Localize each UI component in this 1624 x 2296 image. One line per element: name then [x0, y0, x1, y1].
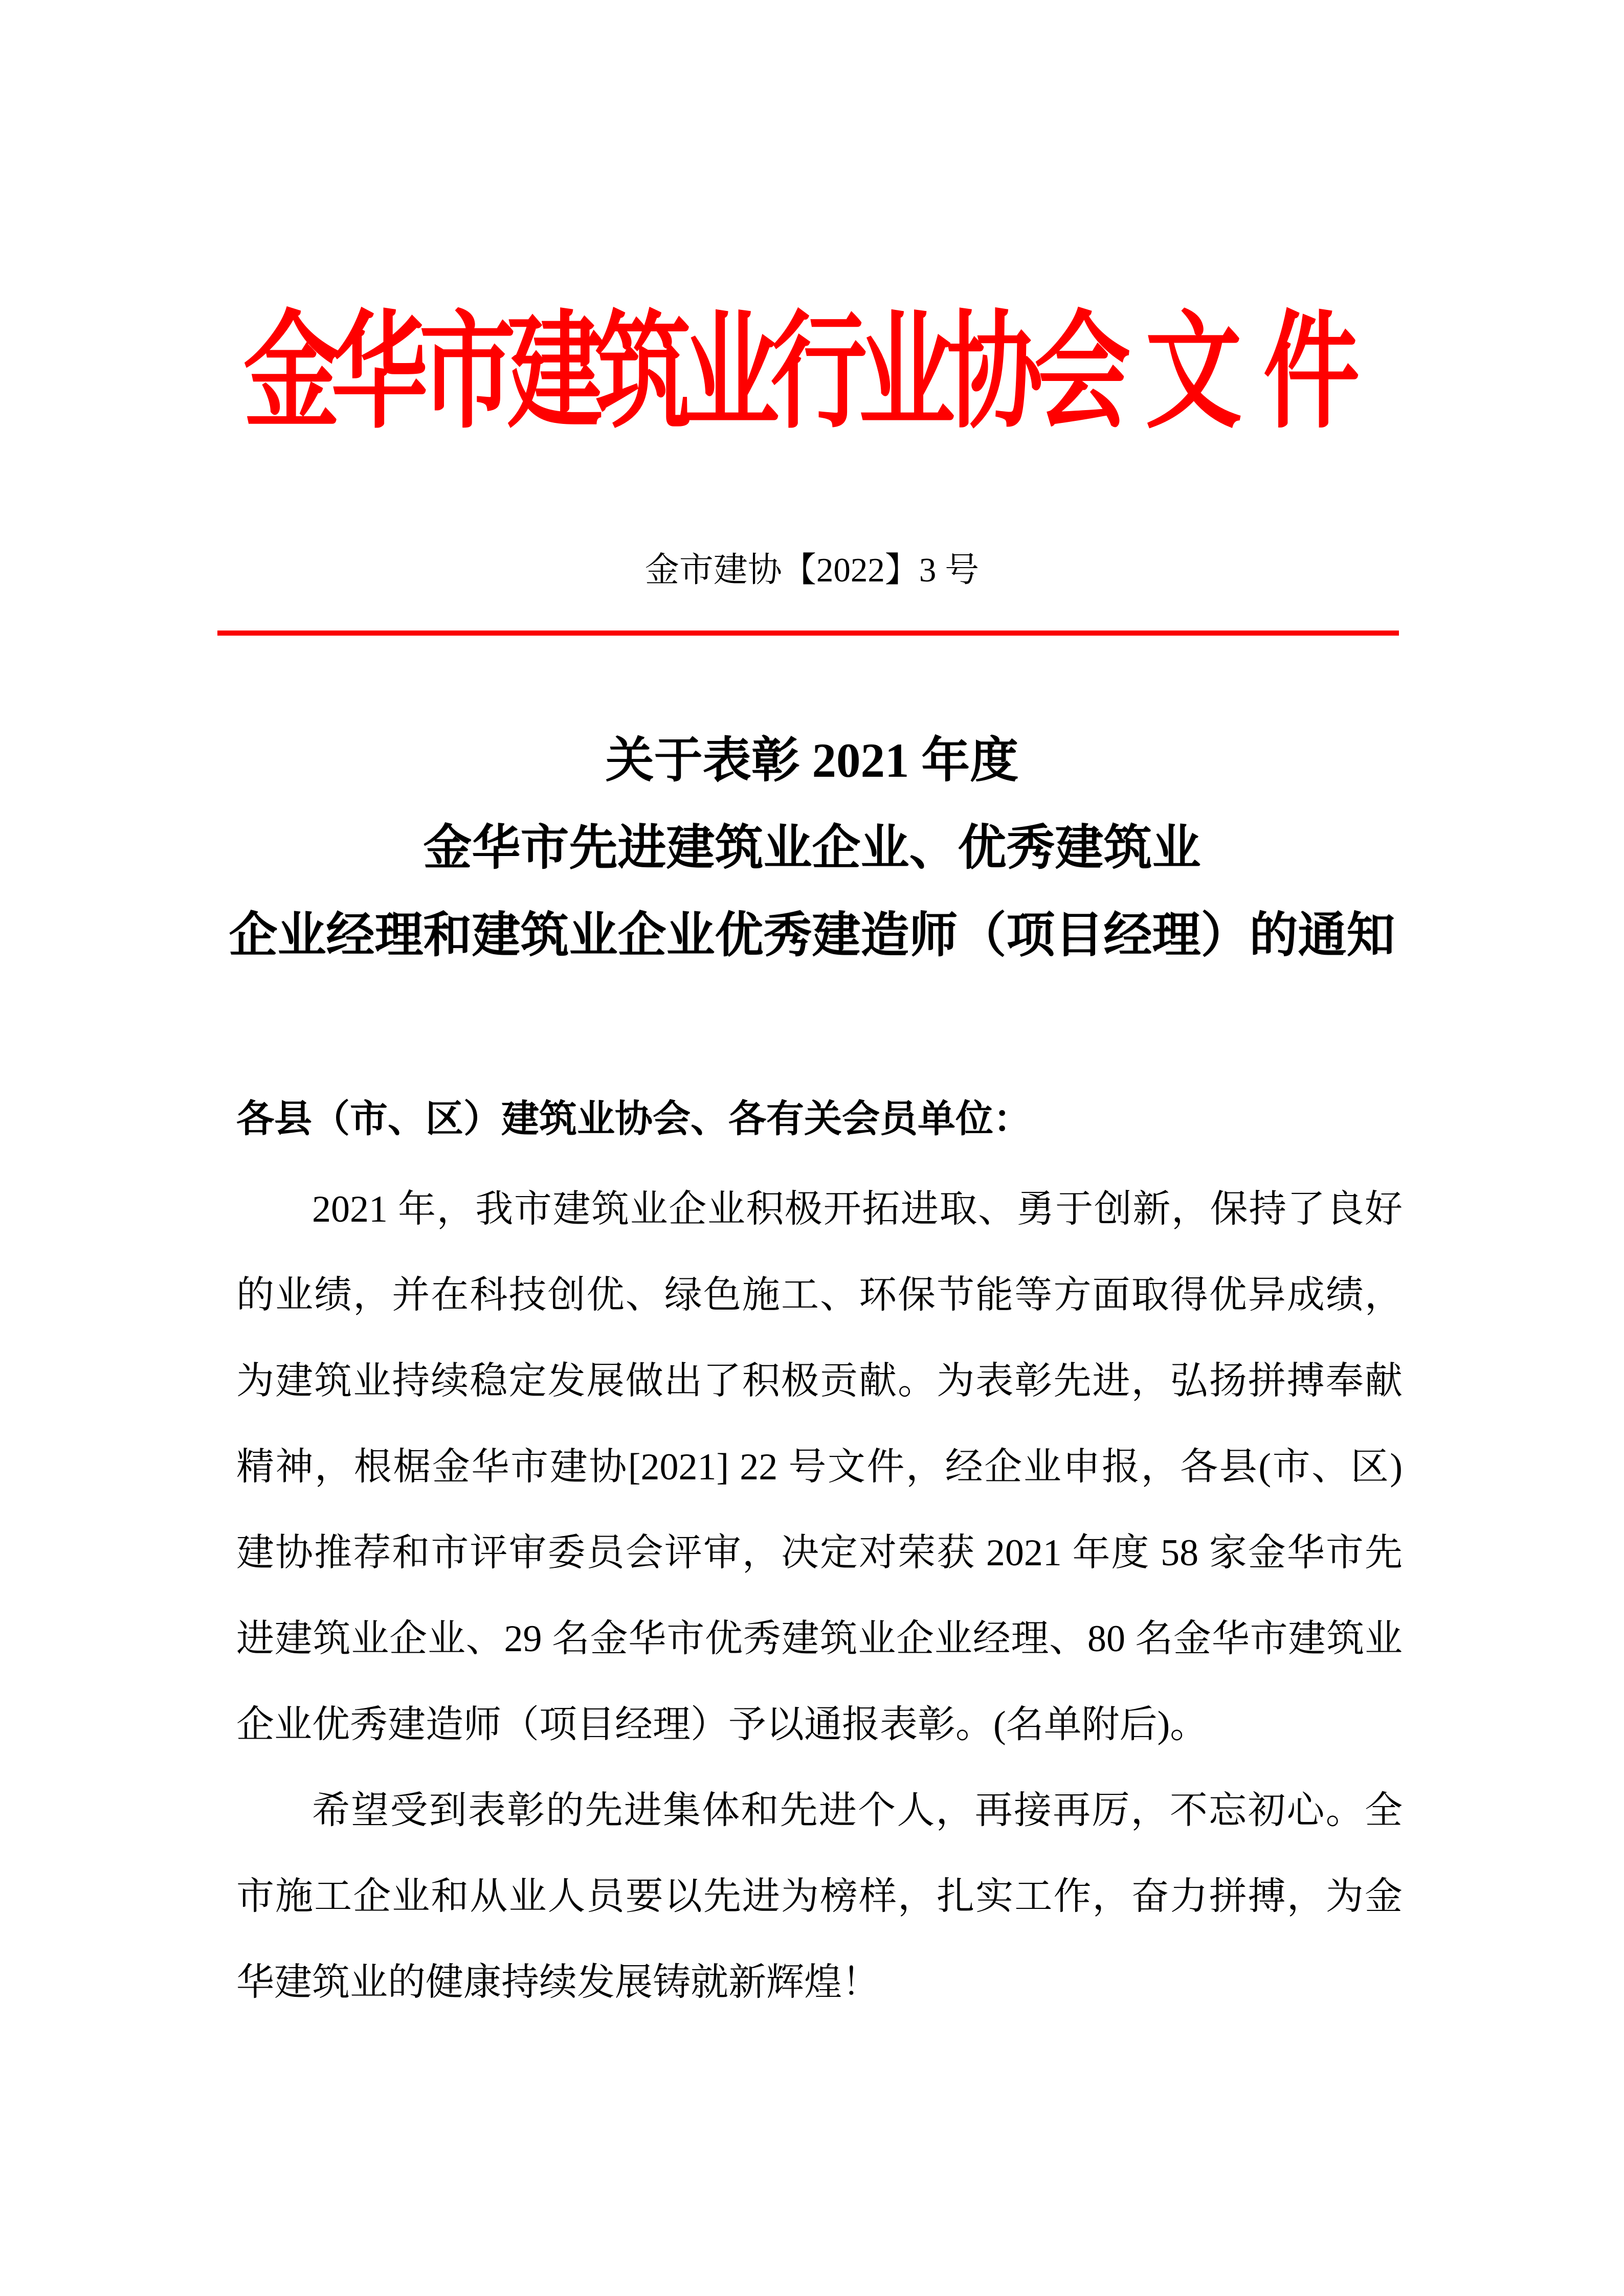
- document-body: [236, 1076, 1403, 2025]
- title-line-3: 企业经理和建筑业企业优秀建造师（项目经理）的通知: [229, 908, 1395, 962]
- title-line-1: 关于表彰 2021 年度: [605, 733, 1019, 787]
- body-paragraph-2: 希望受到表彰的先进集体和先进个人，再接再厉，不忘初心。全市施工企业和从业人员要以先进为榜样，扎实工作，奋力拼搏，为金华建筑业的健康持续发展铸就新辉煌！: [236, 1790, 1403, 2004]
- document-title: [0, 717, 1624, 979]
- red-divider-line: [217, 631, 1399, 636]
- title-line-2: 金华市先进建筑业企业、优秀建筑业: [423, 821, 1201, 875]
- agency-name: 金华市建筑业行业协会: [243, 303, 1122, 443]
- body-paragraph-1: 2021 年，我市建筑业企业积极开拓进取、勇于创新，保持了良好的业绩，并在科技创优、绿色施工、环保节能等方面取得优异成绩，为建筑业持续稳定发展做出了积极贡献。为表彰先进，弘扬拼搏奉献精神，根椐金华市建协[2021] 22 号文件，经企业申报，各县(市、区)建协推荐和市评审委员会评审，决定对荣获 2021 年度 58 家金华市先进建筑业企业、29 名金华市优秀建筑业企业经理、80 名金华市建筑业企业优秀建造师（项目经理）予以通报表彰。(名单附后)。: [236, 1188, 1403, 1746]
- agency-masthead: [0, 303, 1624, 443]
- masthead-text: [243, 303, 1381, 443]
- salutation: 各县（市、区）建筑业协会、各有关会员单位：: [236, 1098, 1031, 1140]
- document-word: 文件: [1145, 303, 1381, 443]
- document-number: 金市建协【2022】3 号: [644, 551, 980, 589]
